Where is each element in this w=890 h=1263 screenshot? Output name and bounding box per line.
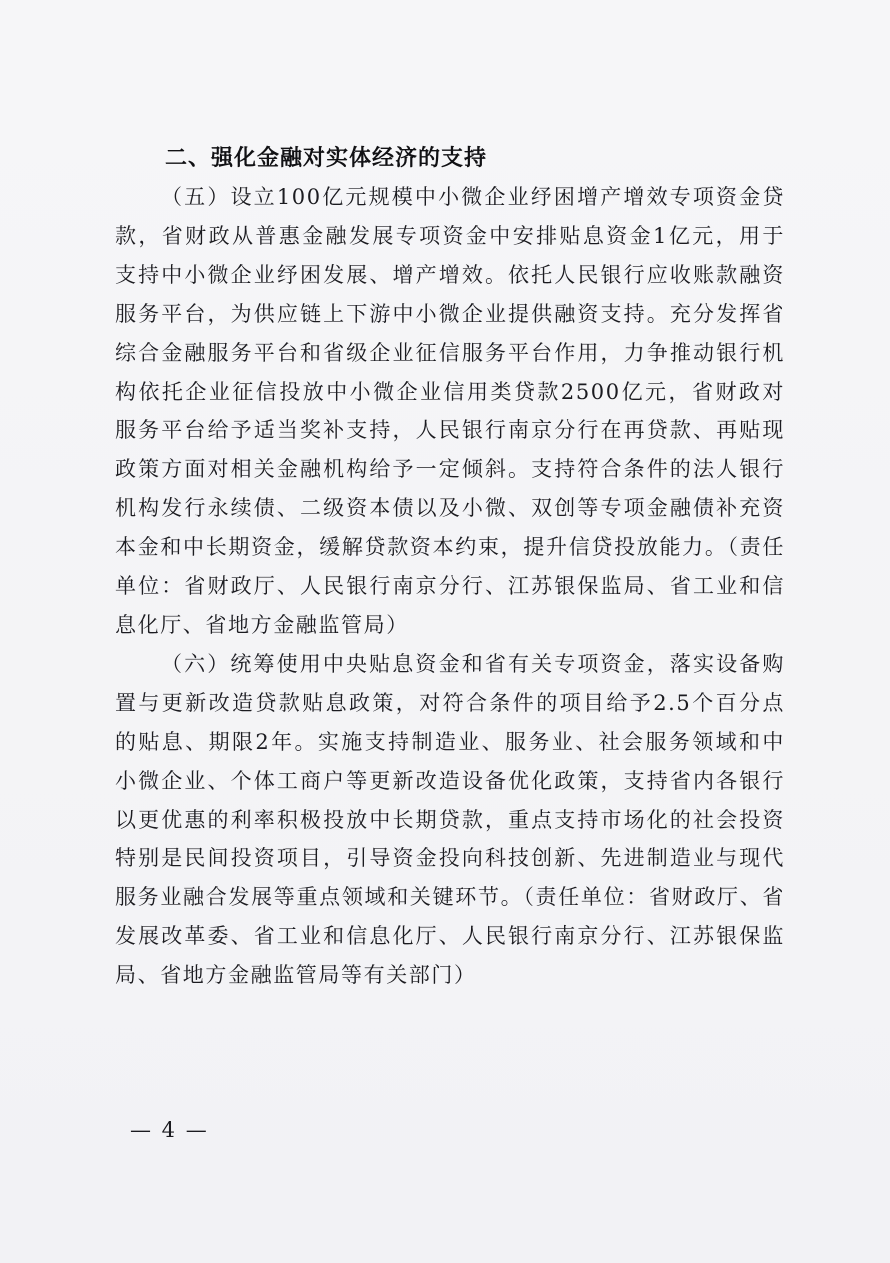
paragraph-6: （六）统筹使用中央贴息资金和省有关专项资金，落实设备购置与更新改造贷款贴息政策，对符合条件的项目给予2.5个百分点的贴息、期限2年。实施支持制造业、服务业、社会服务领域和中小微企业、个体工商户等更新改造设备优化政策，支持省内各银行以更优惠的利率积极投放中长期贷款，重点支持市场化的社会投资特别是民间投资项目，引导资金投向科技创新、先进制造业与现代服务业融合发展等重点领域和关键环节。（责任单位：省财政厅、省发展改革委、省工业和信息化厅、人民银行南京分行、江苏银保监局、省地方金融监管局等有关部门） [115,651,785,988]
document-body [115,140,785,995]
page-number: — 4 — [130,1118,209,1142]
section-heading: 二、强化金融对实体经济的支持 [165,146,488,171]
paragraph-5: （五）设立100亿元规模中小微企业纾困增产增效专项资金贷款，省财政从普惠金融发展专项资金中安排贴息资金1亿元，用于支持中小微企业纾困发展、增产增效。依托人民银行应收账款融资服务平台，为供应链上下游中小微企业提供融资支持。充分发挥省综合金融服务平台和省级企业征信服务平台作用，力争推动银行机构依托企业征信投放中小微企业信用类贷款2500亿元，省财政对服务平台给予适当奖补支持，人民银行南京分行在再贷款、再贴现政策方面对相关金融机构给予一定倾斜。支持符合条件的法人银行机构发行永续债、二级资本债以及小微、双创等专项金融债补充资本金和中长期资金，缓解贷款资本约束，提升信贷投放能力。（责任单位：省财政厅、人民银行南京分行、江苏银保监局、省工业和信息化厅、省地方金融监管局） [115,185,785,637]
